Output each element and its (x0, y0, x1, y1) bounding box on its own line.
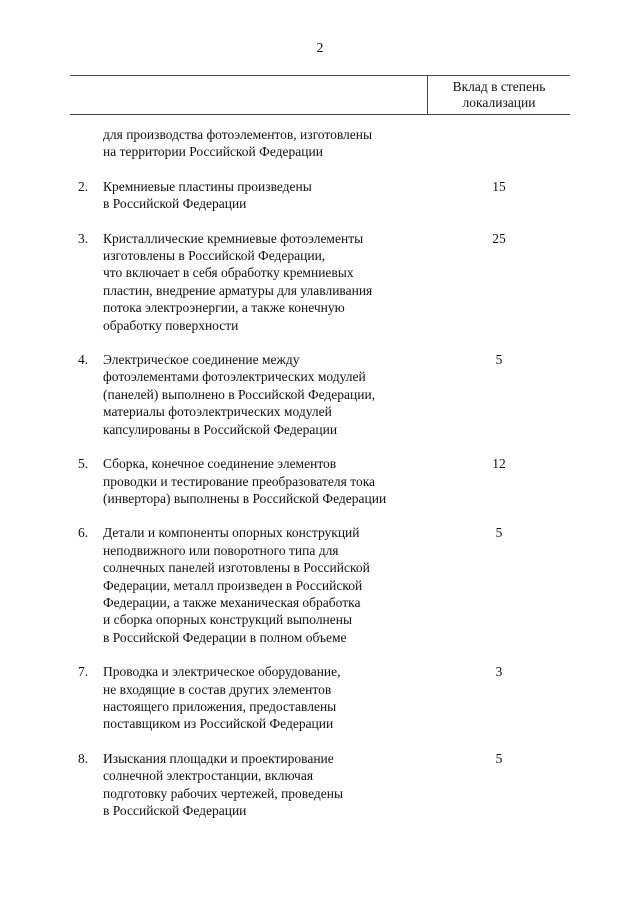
row-localization-value: 5 (495, 525, 503, 541)
row-description (103, 663, 433, 733)
table-top-rule (70, 75, 570, 76)
value-column-header (428, 79, 570, 111)
table-row (0, 351, 640, 438)
table-row (0, 178, 640, 213)
row-number: 7. (78, 664, 89, 680)
row-localization-value: 5 (495, 352, 503, 368)
row-description-line: Электрическое соединение между (103, 352, 300, 368)
row-description-line: в Российской Федерации (103, 803, 247, 818)
row-number: 2. (78, 178, 89, 194)
row-description-line: Федерации, металл произведен в Российской (103, 577, 363, 593)
row-description-line: не входящие в состав других элементов (103, 681, 332, 697)
row-description-line: в Российской Федерации (103, 196, 247, 212)
row-description-line: подготовку рабочих чертежей, проведены (103, 785, 344, 801)
row-number: 3. (78, 230, 89, 246)
row-description-line: фотоэлементами фотоэлектрических модулей (103, 369, 366, 385)
row-description (103, 230, 433, 334)
row-description-line: Изыскания площадки и проектирование (103, 750, 334, 766)
row-description (103, 455, 433, 507)
row-description-line: неподвижного или поворотного типа для (103, 542, 339, 558)
row-number: 5. (78, 456, 89, 472)
row-description-line: (панелей) выполнено в Российской Федерации, (103, 386, 376, 402)
row-description (103, 750, 433, 820)
table-row (0, 126, 640, 161)
row-localization-value: 12 (492, 456, 506, 472)
row-description-line: (инвертора) выполнены в Российской Федерации (103, 490, 387, 506)
row-description-line: Проводка и электрическое оборудование, (103, 664, 341, 680)
row-description-line: поставщиком из Российской Федерации (103, 716, 334, 732)
row-description-line: Кристаллические кремниевые фотоэлементы (103, 230, 364, 246)
row-description-line: капсулированы в Российской Федерации (103, 421, 338, 437)
row-localization-value: 25 (492, 230, 506, 246)
row-number: 8. (78, 750, 89, 766)
row-description-line: изготовлены в Российской Федерации, (103, 248, 326, 264)
row-description-line: в Российской Федерации в полном объеме (103, 629, 347, 645)
table-body (0, 126, 640, 836)
row-localization-value: 15 (492, 178, 506, 194)
table-row (0, 455, 640, 507)
row-description (103, 524, 433, 646)
row-description-line: пластин, внедрение арматуры для улавливания (103, 282, 373, 298)
row-description-line: Детали и компоненты опорных конструкций (103, 525, 360, 541)
row-localization-value: 3 (495, 664, 503, 680)
row-description-line: потока электроэнергии, а также конечную (103, 300, 345, 316)
row-number: 4. (78, 352, 89, 368)
row-description (103, 351, 433, 438)
row-description-line: и сборка опорных конструкций выполнены (103, 612, 353, 628)
row-description-line: для производства фотоэлементов, изготовлены (103, 127, 373, 142)
row-description-line: что включает в себя обработку кремниевых (103, 265, 354, 281)
row-description-line: на территории Российской Федерации (103, 144, 323, 160)
table-row (0, 663, 640, 733)
row-localization-value: 5 (495, 750, 503, 766)
row-number: 6. (78, 525, 89, 541)
row-description-line: настоящего приложения, предоставлены (103, 698, 337, 714)
row-description-line: солнечной электростанции, включая (103, 768, 314, 784)
table-row (0, 230, 640, 334)
table-header-bottom-rule (70, 114, 570, 115)
row-description (103, 126, 433, 161)
value-column-header-line: Вклад в степень (452, 79, 546, 94)
row-description-line: проводки и тестирование преобразователя тока (103, 473, 376, 489)
value-column-header-line: локализации (462, 95, 536, 110)
row-description-line: материалы фотоэлектрических модулей (103, 404, 332, 420)
row-description-line: Федерации, а также механическая обработка (103, 594, 361, 610)
table-row (0, 524, 640, 646)
row-description-line: Кремниевые пластины произведены (103, 178, 312, 194)
row-description-line: солнечных панелей изготовлены в Российской (103, 560, 370, 576)
row-description-line: обработку поверхности (103, 317, 239, 333)
table-row (0, 750, 640, 820)
row-description (103, 178, 433, 213)
page-number: 2 (316, 41, 324, 56)
row-description-line: Сборка, конечное соединение элементов (103, 456, 337, 472)
